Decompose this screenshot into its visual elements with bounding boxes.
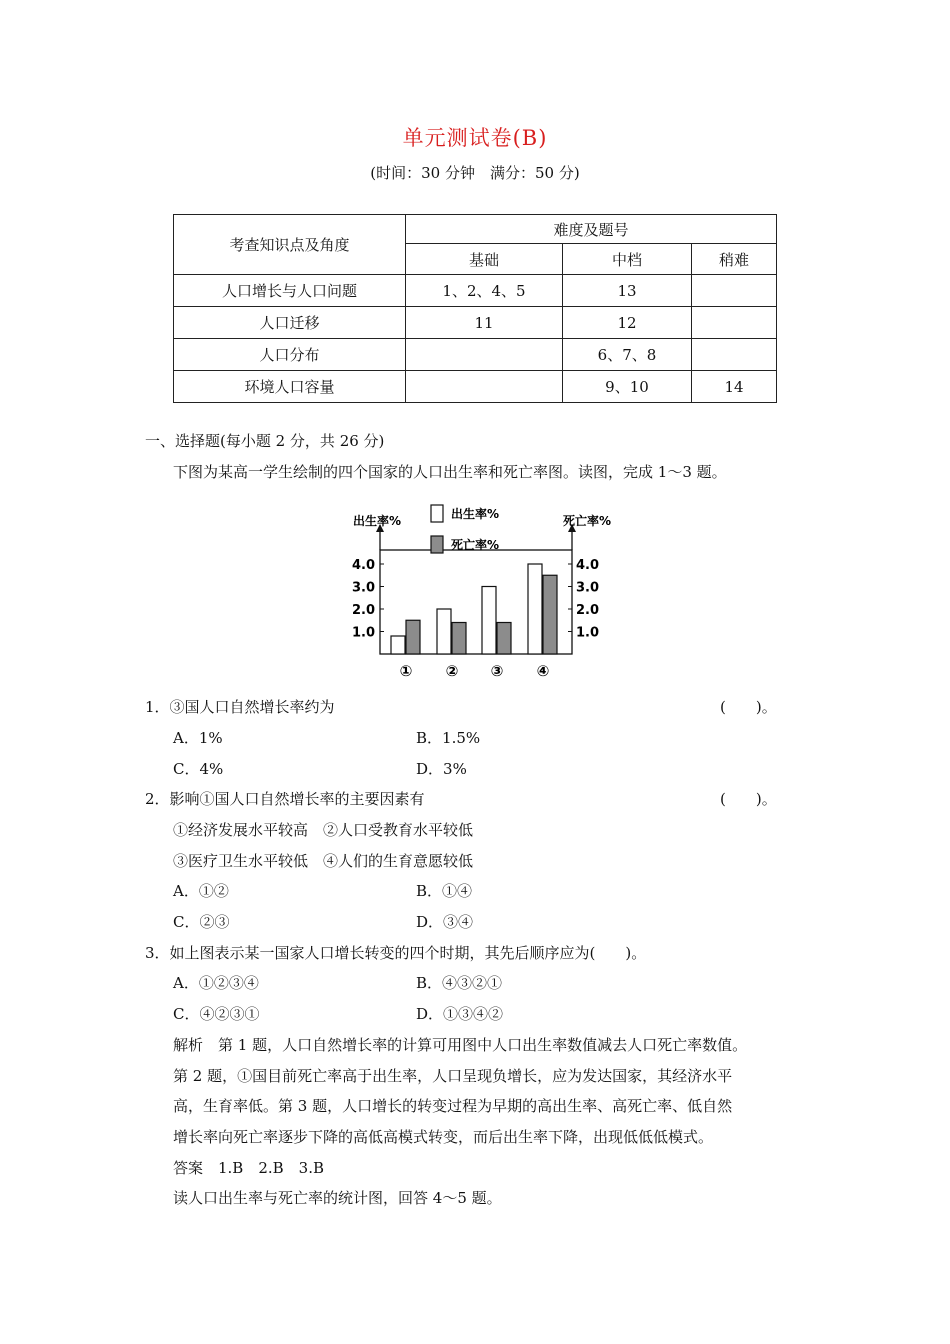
right-tick-label: 4.0 [576,558,600,573]
analysis-line-4: 增长率向死亡率逐步下降的高低高模式转变，而后出生率下降，出现低低低模式。 [173,1128,714,1146]
right-tick-label: 1.0 [576,625,600,641]
knowledge-table [173,214,777,403]
q3-option-a: A．①②③④ [173,974,259,992]
category-label: ② [445,662,459,680]
row-topic: 环境人口容量 [174,371,406,403]
q2-statements-2: ③医疗卫生水平较低 ④人们的生育意愿较低 [173,852,474,870]
category-label: ① [399,662,413,680]
section-heading: 一、选择题(每小题 2 分，共 26 分) [145,432,385,450]
question-1-paren: ( )。 [720,698,777,716]
bar-birth [391,636,405,654]
row-hard [692,275,777,307]
q3-option-c: C．④②③① [173,1005,260,1023]
legend-death-swatch [431,536,443,553]
table-row [174,339,777,371]
table-row [174,371,777,403]
page-subtitle: (时间：30 分钟 满分：50 分) [370,164,580,182]
right-axis-label: 死亡率% [563,514,612,528]
bar-birth [437,609,451,654]
q1-option-d: D．3% [416,760,467,778]
left-tick-label: 4.0 [351,558,375,573]
row-basic: 11 [406,307,563,339]
question-2-stem: 2．影响①国人口自然增长率的主要因素有 [145,790,425,808]
right-tick-label: 3.0 [576,580,600,596]
legend-birth-label: 出生率% [451,507,500,521]
row-topic: 人口增长与人口问题 [174,275,406,307]
row-basic: 1、2、4、5 [406,275,563,307]
bar-birth [482,587,496,655]
bar-birth [528,564,542,654]
bar-death [543,575,557,654]
bar-death [497,623,511,655]
level-basic: 基础 [406,244,563,275]
row-basic [406,339,563,371]
birth-death-chart [345,495,635,685]
question-3-stem: 3．如上图表示某一国家人口增长转变的四个时期，其先后顺序应为( )。 [145,944,647,962]
row-medium: 13 [563,275,692,307]
row-basic [406,371,563,403]
row-topic: 人口迁移 [174,307,406,339]
left-tick-label: 1.0 [351,625,375,641]
left-tick-label: 3.0 [351,580,375,596]
right-tick-label: 2.0 [576,603,600,618]
page-title: 单元测试卷(B) [402,126,548,150]
analysis-line-3: 高，生育率低。第 3 题，人口增长的转变过程为早期的高出生率、高死亡率、低自然 [173,1097,733,1115]
bar-death [452,623,466,655]
q2-option-c: C．②③ [173,913,230,931]
row-medium: 12 [563,307,692,339]
table-row [174,307,777,339]
difficulty-header: 难度及题号 [406,215,777,244]
legend-birth-swatch [431,505,443,522]
q1-option-c: C．4% [173,760,224,778]
q1-option-a: A．1% [173,729,223,747]
left-tick-label: 2.0 [351,603,375,618]
q2-statements-1: ①经济发展水平较高 ②人口受教育水平较低 [173,821,474,839]
legend-death-label: 死亡率% [451,538,500,552]
left-axis-label: 出生率% [353,514,402,528]
row-hard [692,339,777,371]
q2-option-b: B．①④ [416,882,473,900]
row-hard [692,307,777,339]
next-intro: 读人口出生率与死亡率的统计图，回答 4～5 题。 [173,1189,502,1207]
q1-option-b: B．1.5% [416,729,481,747]
row-hard: 14 [692,371,777,403]
row-medium: 9、10 [563,371,692,403]
question-2-paren: ( )。 [720,790,777,808]
analysis-line-1: 解析 第 1 题，人口自然增长率的计算可用图中人口出生率数值减去人口死亡率数值。 [173,1036,748,1054]
question-1-stem: 1．③国人口自然增长率约为 [145,698,335,716]
category-label: ④ [536,662,550,680]
level-medium: 中档 [563,244,692,275]
table-row [174,275,777,307]
answer-line: 答案 1.B 2.B 3.B [173,1159,325,1177]
knowledge-header: 考查知识点及角度 [174,215,406,275]
q2-option-d: D．③④ [416,913,474,931]
section-intro: 下图为某高一学生绘制的四个国家的人口出生率和死亡率图。读图，完成 1～3 题。 [173,463,727,481]
level-hard: 稍难 [692,244,777,275]
q2-option-a: A．①② [173,882,229,900]
q3-option-d: D．①③④② [416,1005,504,1023]
bar-death [406,620,420,654]
category-label: ③ [490,662,504,680]
row-medium: 6、7、8 [563,339,692,371]
row-topic: 人口分布 [174,339,406,371]
q3-option-b: B．④③②① [416,974,503,992]
analysis-line-2: 第 2 题，①国目前死亡率高于出生率，人口呈现负增长，应为发达国家，其经济水平 [173,1067,733,1085]
